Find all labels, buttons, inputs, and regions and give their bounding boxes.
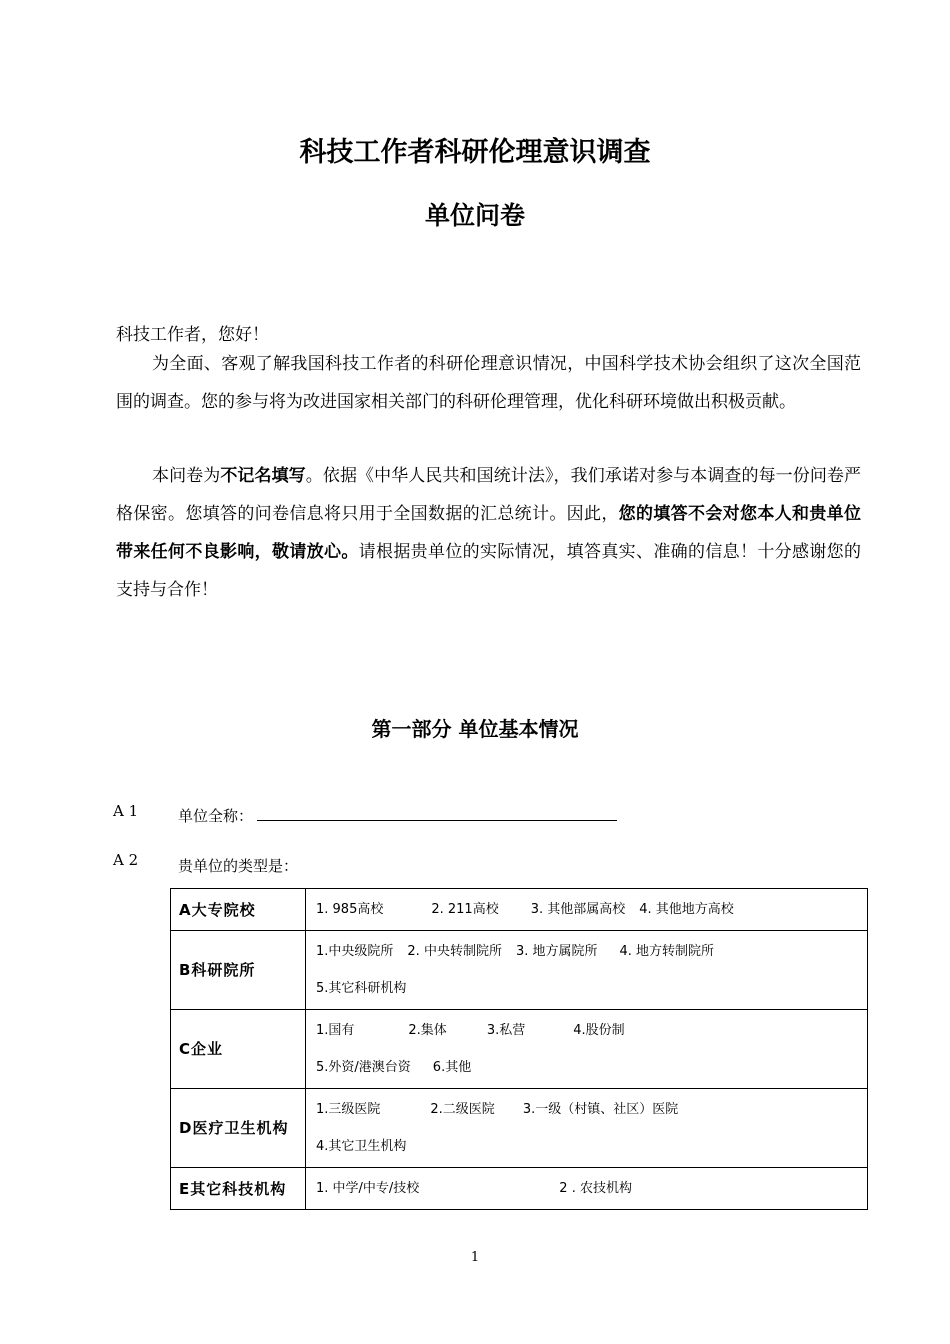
question-a1-label: 单位全称：	[178, 807, 254, 825]
document-title: 科技工作者科研伦理意识调查	[299, 137, 651, 168]
option-item[interactable]: 2. 中央转制院所	[407, 944, 502, 959]
option-item[interactable]: 5.外资/港澳台资	[316, 1060, 411, 1075]
greeting: 科技工作者，您好！	[116, 325, 269, 345]
question-a1	[178, 805, 617, 826]
option-item[interactable]: 4. 地方转制院所	[619, 944, 715, 959]
option-item[interactable]: 3. 其他部属高校	[530, 902, 626, 917]
category-options	[306, 1089, 868, 1168]
option-item[interactable]: 1.国有	[316, 1023, 355, 1038]
para2-bold-2: 您的填答不会对您本人和贵单位带来任何不良影响，敬请放心。	[116, 504, 862, 562]
para2-bold-1: 不记名填写	[220, 466, 306, 486]
category-options	[306, 1010, 868, 1089]
option-item[interactable]: 2. 211高校	[431, 902, 499, 917]
option-item[interactable]: 1. 中学/中专/技校	[316, 1181, 420, 1196]
option-item[interactable]: 1.三级医院	[316, 1102, 381, 1117]
unit-type-table	[170, 888, 868, 1210]
option-item[interactable]: 1. 985高校	[316, 902, 384, 917]
confidentiality-paragraph	[116, 457, 861, 609]
document-subtitle: 单位问卷	[424, 201, 525, 230]
category-name: D医疗卫生机构	[171, 1089, 306, 1168]
option-item[interactable]: 4. 其他地方高校	[639, 902, 734, 917]
option-item[interactable]: 1.中央级院所	[316, 944, 394, 959]
category-name: B科研院所	[171, 931, 306, 1010]
option-item[interactable]: 3.一级（村镇、社区）医院	[522, 1102, 679, 1117]
option-line	[316, 1012, 857, 1049]
category-name: E其它科技机构	[171, 1168, 306, 1210]
option-line	[316, 933, 857, 970]
option-item[interactable]: 4.股份制	[573, 1023, 625, 1038]
category-options	[306, 889, 868, 931]
option-line	[316, 970, 857, 1007]
para2-text-2: 。依据《中华人民共和国统计法》，我们承诺对参与本调查的每一份问卷严格保密。您填答的问卷信息将只用于全国数据的汇总统计。因此，	[116, 466, 862, 524]
section-title: 第一部分 单位基本情况	[371, 717, 579, 741]
category-row	[171, 931, 868, 1010]
category-row	[171, 1010, 868, 1089]
para2-text-1: 本问卷为	[152, 466, 221, 486]
category-name: C企业	[171, 1010, 306, 1089]
option-item[interactable]: 3. 地方属院所	[515, 944, 598, 959]
option-line	[316, 1170, 857, 1207]
question-a2-number: A 2	[113, 851, 139, 869]
option-item[interactable]: 2.集体	[408, 1023, 447, 1038]
category-row	[171, 1089, 868, 1168]
category-name: A大专院校	[171, 889, 306, 931]
option-line	[316, 1049, 857, 1086]
option-line	[316, 1128, 857, 1165]
question-a1-number: A 1	[113, 802, 139, 820]
category-options	[306, 931, 868, 1010]
intro-paragraph: 为全面、客观了解我国科技工作者的科研伦理意识情况，中国科学技术协会组织了这次全国范围的调查。您的参与将为改进国家相关部门的科研伦理管理，优化科研环境做出积极贡献。	[116, 354, 861, 412]
option-item[interactable]: 2.二级医院	[430, 1102, 495, 1117]
para2-text-3: 请根据贵单位的实际情况，填答真实、准确的信息！十分感谢您的支持与合作！	[116, 542, 862, 600]
option-item[interactable]: 6.其他	[432, 1060, 472, 1075]
category-options	[306, 1168, 868, 1210]
page-number: 1	[470, 1250, 480, 1265]
category-row	[171, 889, 868, 931]
unit-name-blank[interactable]	[257, 806, 617, 821]
option-line	[316, 891, 857, 928]
option-item[interactable]: 3.私营	[486, 1023, 526, 1038]
option-line	[316, 1091, 857, 1128]
option-item[interactable]: 2 . 农技机构	[559, 1181, 632, 1196]
option-item[interactable]: 4.其它卫生机构	[316, 1139, 407, 1154]
question-a2-label: 贵单位的类型是：	[178, 857, 299, 875]
option-item[interactable]: 5.其它科研机构	[316, 981, 407, 996]
category-row	[171, 1168, 868, 1210]
